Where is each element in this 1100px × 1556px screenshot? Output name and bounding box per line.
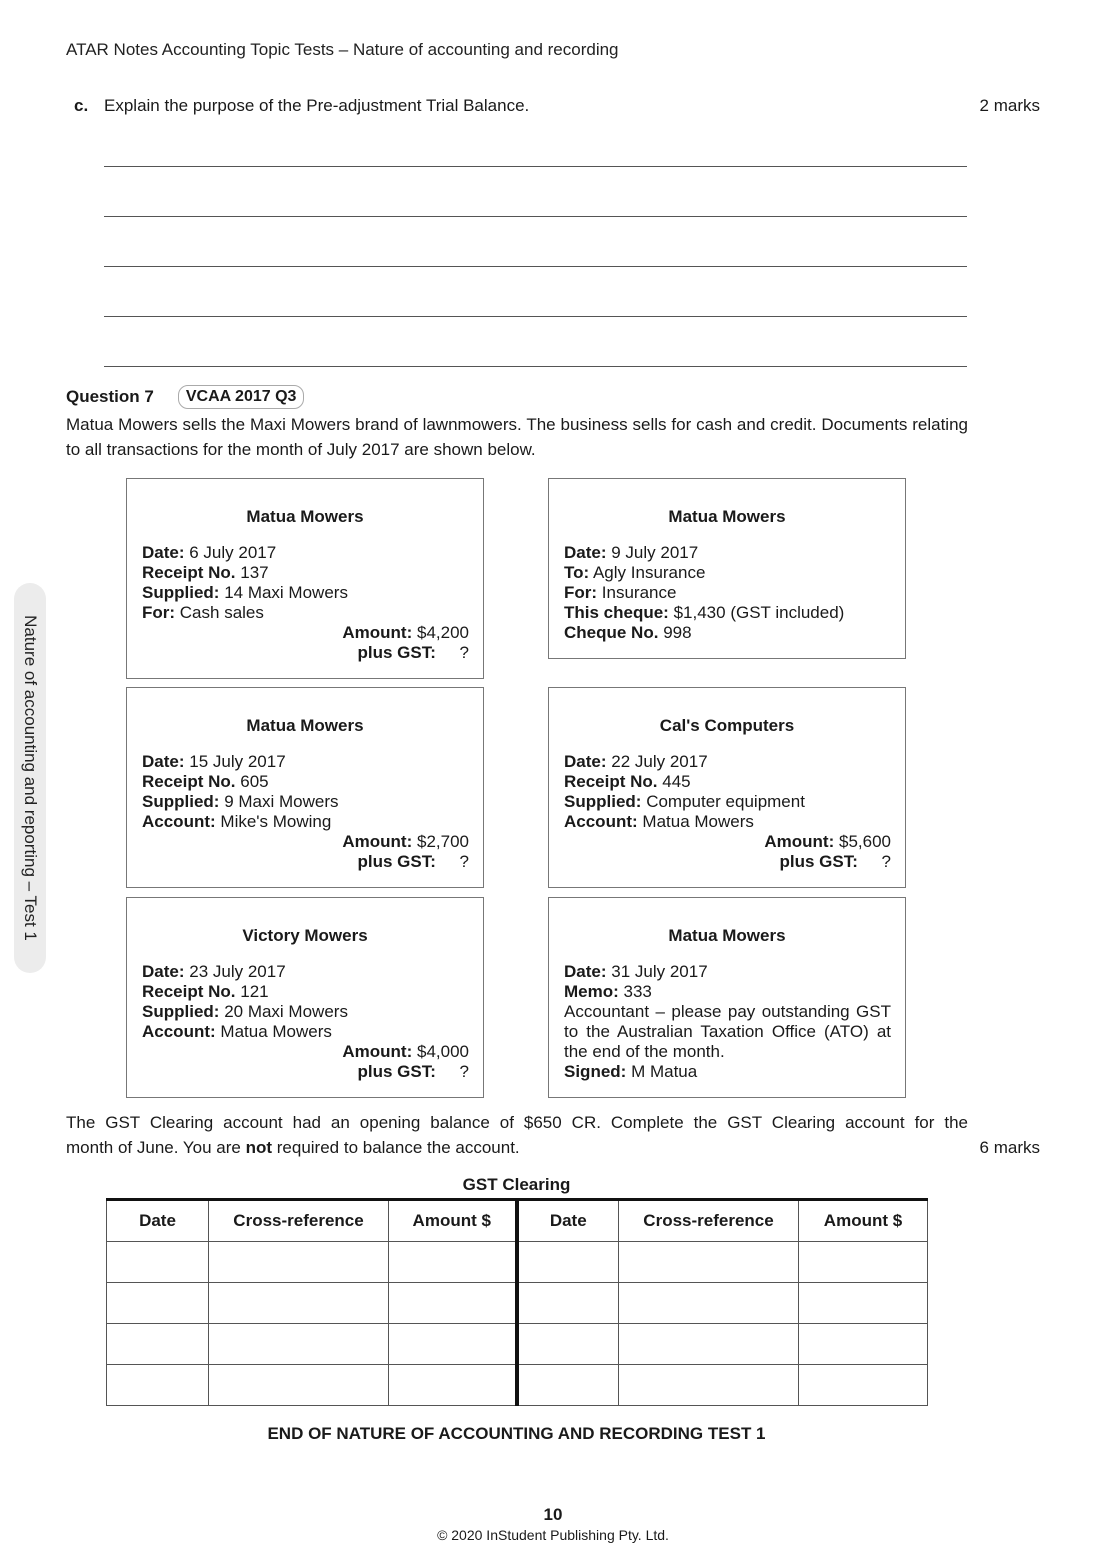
amount-label: Amount: <box>764 832 835 851</box>
question-7-heading <box>66 385 304 409</box>
gst-value: ? <box>459 852 469 871</box>
ledger-cell[interactable] <box>517 1324 619 1365</box>
field-label: Receipt No. <box>564 772 658 791</box>
field-label: To: <box>564 563 590 582</box>
field-label: Date: <box>142 962 185 981</box>
ledger-cell[interactable] <box>389 1365 517 1406</box>
ledger-cell[interactable] <box>209 1365 389 1406</box>
field-value: 445 <box>662 772 691 791</box>
field-label: Account: <box>142 812 216 831</box>
question-intro: Matua Mowers sells the Maxi Mowers brand of lawnmowers. The business sells for cash and credit. Documents relating to all transactions for the month of July 2017 are shown below. <box>66 415 968 459</box>
field-value: 121 <box>240 982 269 1001</box>
field-value: Mike's Mowing <box>220 812 332 831</box>
gst-label: plus GST: <box>357 852 436 871</box>
field-value: Matua Mowers <box>220 1022 332 1041</box>
memo-text: Accountant – please pay outstanding GST to the Australian Taxation Office (ATO) at the end of the month. <box>564 1002 891 1061</box>
field-label: Supplied: <box>564 792 642 811</box>
field-value: Matua Mowers <box>642 812 754 831</box>
field-label: Date: <box>564 962 607 981</box>
ledger-cell[interactable] <box>209 1283 389 1324</box>
answer-line-5[interactable] <box>104 366 967 367</box>
answer-line-3[interactable] <box>104 266 967 267</box>
amount-label: Amount: <box>342 1042 413 1061</box>
field-label: For: <box>564 583 598 602</box>
gst-value: ? <box>459 643 469 662</box>
ledger-cell[interactable] <box>209 1242 389 1283</box>
field-value: 6 July 2017 <box>189 543 277 562</box>
column-header-date-debit: Date <box>107 1200 209 1242</box>
document-title: Matua Mowers <box>246 716 364 735</box>
part-marks: 2 marks <box>979 96 1040 115</box>
field-label: This cheque: <box>564 603 669 622</box>
ledger-cell[interactable] <box>389 1324 517 1365</box>
source-document-receipt-137 <box>126 478 484 679</box>
field-label: Supplied: <box>142 583 220 602</box>
end-of-test-notice: END OF NATURE OF ACCOUNTING AND RECORDING TEST 1 <box>267 1424 766 1443</box>
ledger-cell[interactable] <box>517 1242 619 1283</box>
field-value: 15 July 2017 <box>189 752 286 771</box>
column-header-date-credit: Date <box>517 1200 619 1242</box>
ledger-cell[interactable] <box>799 1365 928 1406</box>
field-label: Supplied: <box>142 792 220 811</box>
ledger-row <box>107 1324 928 1365</box>
ledger-cell[interactable] <box>517 1365 619 1406</box>
field-label: Receipt No. <box>142 563 236 582</box>
field-value: Cash sales <box>179 603 264 622</box>
field-value: 22 July 2017 <box>611 752 708 771</box>
ledger-title: GST Clearing <box>462 1175 571 1194</box>
ledger-cell[interactable] <box>799 1242 928 1283</box>
field-value: Agly Insurance <box>592 563 706 582</box>
ledger-header-row <box>107 1200 928 1242</box>
answer-line-2[interactable] <box>104 216 967 217</box>
ledger-row <box>107 1365 928 1406</box>
field-label: Memo: <box>564 982 619 1001</box>
field-value: 9 Maxi Mowers <box>224 792 339 811</box>
ledger-cell[interactable] <box>209 1324 389 1365</box>
column-header-cross-reference-credit: Cross-reference <box>619 1200 799 1242</box>
amount-label: Amount: <box>342 832 413 851</box>
field-value: Insurance <box>601 583 677 602</box>
field-value: 605 <box>240 772 269 791</box>
ledger-cell[interactable] <box>107 1324 209 1365</box>
amount-label: Amount: <box>342 623 413 642</box>
ledger-cell[interactable] <box>107 1283 209 1324</box>
ledger-instruction <box>66 1110 1040 1160</box>
question-marks: 6 marks <box>979 1138 1040 1157</box>
field-label: Supplied: <box>142 1002 220 1021</box>
document-title: Victory Mowers <box>242 926 368 945</box>
ledger-cell[interactable] <box>619 1242 799 1283</box>
field-value: 31 July 2017 <box>611 962 708 981</box>
instruction-text: required to balance the account. <box>272 1138 520 1157</box>
amount-value: $2,700 <box>417 832 469 851</box>
answer-line-1[interactable] <box>104 166 967 167</box>
ledger-cell[interactable] <box>389 1283 517 1324</box>
ledger-cell[interactable] <box>799 1283 928 1324</box>
ledger-cell[interactable] <box>107 1242 209 1283</box>
ledger-cell[interactable] <box>389 1242 517 1283</box>
instruction-emphasis: not <box>245 1138 273 1157</box>
gst-clearing-ledger <box>106 1198 928 1406</box>
instruction-line-1: The GST Clearing account had an opening balance of $650 CR. Complete the GST Clearing account for the <box>66 1113 968 1132</box>
field-value: 333 <box>623 982 652 1001</box>
amount-value: $4,000 <box>417 1042 469 1061</box>
field-label: Date: <box>142 752 185 771</box>
source-document-memo-333 <box>548 897 906 1098</box>
ledger-row <box>107 1283 928 1324</box>
field-value: 9 July 2017 <box>611 543 699 562</box>
field-label: For: <box>142 603 176 622</box>
instruction-text: month of June. You are <box>66 1138 246 1157</box>
gst-value: ? <box>881 852 891 871</box>
document-title: Matua Mowers <box>668 926 786 945</box>
ledger-cell[interactable] <box>517 1283 619 1324</box>
part-prompt: Explain the purpose of the Pre-adjustment Trial Balance. <box>104 96 530 115</box>
source-document-receipt-121 <box>126 897 484 1098</box>
question-label: Question 7 <box>66 387 154 406</box>
ledger-cell[interactable] <box>107 1365 209 1406</box>
amount-value: $5,600 <box>839 832 891 851</box>
source-badge: VCAA 2017 Q3 <box>178 385 305 409</box>
amount-value: $4,200 <box>417 623 469 642</box>
gst-label: plus GST: <box>779 852 858 871</box>
source-document-receipt-605 <box>126 687 484 888</box>
field-value: 23 July 2017 <box>189 962 286 981</box>
ledger-cell[interactable] <box>619 1283 799 1324</box>
field-value: 20 Maxi Mowers <box>224 1002 348 1021</box>
side-tab-label: Nature of accounting and reporting – Test 1 <box>21 615 40 941</box>
source-document-receipt-445 <box>548 687 906 888</box>
document-title: Matua Mowers <box>246 507 364 526</box>
column-header-amount-credit: Amount $ <box>799 1200 928 1242</box>
answer-line-4[interactable] <box>104 316 967 317</box>
gst-label: plus GST: <box>357 1062 436 1081</box>
field-value: 998 <box>663 623 692 642</box>
field-value: 14 Maxi Mowers <box>224 583 348 602</box>
ledger-cell[interactable] <box>619 1365 799 1406</box>
field-label: Receipt No. <box>142 772 236 791</box>
instruction-line-2 <box>66 1135 1040 1160</box>
field-label: Date: <box>564 752 607 771</box>
field-label: Receipt No. <box>142 982 236 1001</box>
field-label: Date: <box>564 543 607 562</box>
field-label: Signed: <box>564 1062 627 1081</box>
running-header: ATAR Notes Accounting Topic Tests – Nature of accounting and recording <box>66 40 619 59</box>
source-document-cheque-998 <box>548 478 906 659</box>
field-label: Date: <box>142 543 185 562</box>
copyright-notice: © 2020 InStudent Publishing Pty. Ltd. <box>437 1527 669 1543</box>
field-value: 137 <box>240 563 269 582</box>
side-section-tab <box>14 583 46 973</box>
document-title: Matua Mowers <box>668 507 786 526</box>
field-label: Cheque No. <box>564 623 659 642</box>
gst-label: plus GST: <box>357 643 436 662</box>
field-value: Computer equipment <box>646 792 805 811</box>
ledger-cell[interactable] <box>799 1324 928 1365</box>
column-header-cross-reference-debit: Cross-reference <box>209 1200 389 1242</box>
column-header-amount-debit: Amount $ <box>389 1200 517 1242</box>
page-number: 10 <box>543 1505 563 1524</box>
ledger-cell[interactable] <box>619 1324 799 1365</box>
field-label: Account: <box>142 1022 216 1041</box>
document-title: Cal's Computers <box>659 716 795 735</box>
part-letter: c. <box>74 96 89 115</box>
ledger-row <box>107 1242 928 1283</box>
field-value: $1,430 (GST included) <box>673 603 845 622</box>
field-value: M Matua <box>631 1062 698 1081</box>
gst-value: ? <box>459 1062 469 1081</box>
field-label: Account: <box>564 812 638 831</box>
